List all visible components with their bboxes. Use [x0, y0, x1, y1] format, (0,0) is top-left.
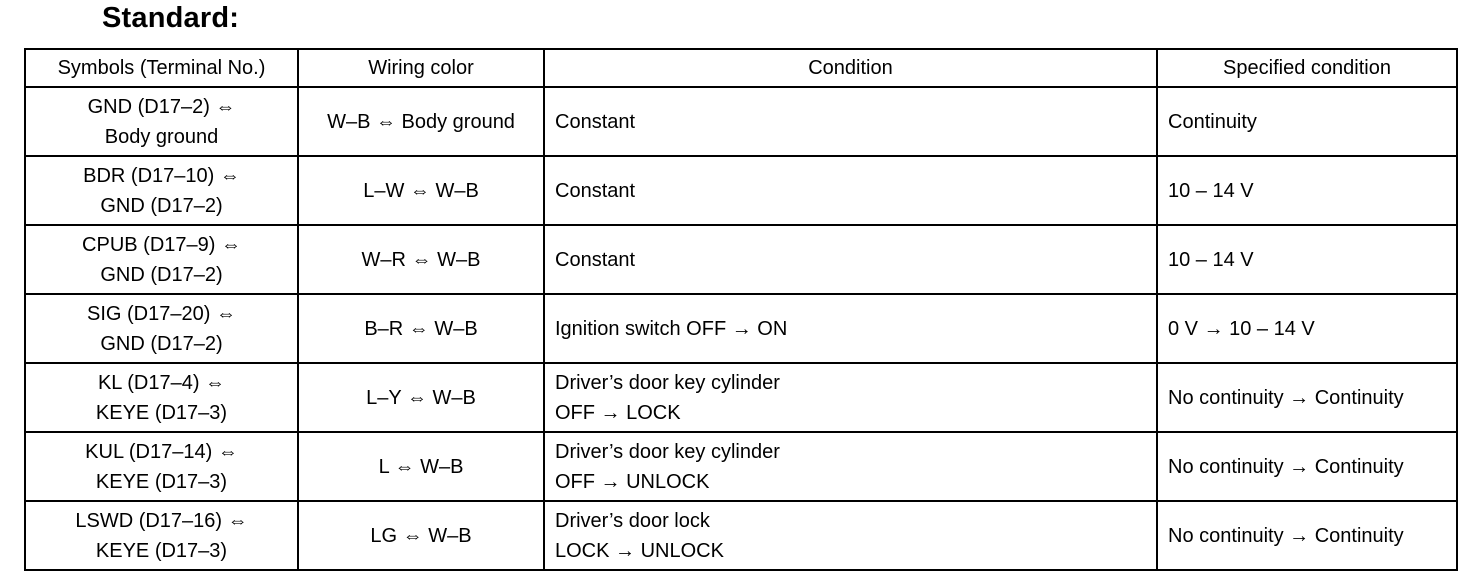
table-row — [25, 225, 1457, 294]
wiring-color-cell: L–W ⇔ W–B — [298, 156, 544, 225]
condition-cell — [544, 432, 1157, 501]
condition-line-1: Driver’s door key cylinder — [555, 440, 780, 463]
specified-condition-cell: No continuity → Continuity — [1157, 501, 1457, 570]
condition-line-1: Driver’s door lock — [555, 509, 710, 532]
symbol-cell — [25, 294, 298, 363]
symbol-line-2: KEYE (D17–3) — [95, 470, 228, 493]
symbol-line-2: KEYE (D17–3) — [95, 539, 228, 562]
header-wiring-color: Wiring color — [298, 49, 544, 87]
symbol-line-1: BDR (D17–10) ⇔ — [83, 164, 240, 187]
condition-cell — [544, 156, 1157, 225]
condition-line-1: Constant — [555, 179, 636, 202]
table-row — [25, 156, 1457, 225]
table-header-row — [25, 49, 1457, 87]
page-heading: Standard: — [102, 2, 240, 34]
condition-line-1: Constant — [555, 248, 636, 271]
condition-line-1: Driver’s door key cylinder — [555, 371, 780, 394]
table-row — [25, 432, 1457, 501]
condition-cell — [544, 363, 1157, 432]
condition-line-2: LOCK → UNLOCK — [555, 539, 724, 562]
symbol-cell — [25, 156, 298, 225]
symbol-cell — [25, 432, 298, 501]
condition-cell — [544, 294, 1157, 363]
condition-line-1: Constant — [555, 110, 636, 133]
symbol-line-2: Body ground — [104, 125, 219, 148]
specified-condition-cell: No continuity → Continuity — [1157, 363, 1457, 432]
condition-cell — [544, 225, 1157, 294]
symbol-line-1: SIG (D17–20) ⇔ — [87, 302, 236, 325]
symbol-line-1: GND (D17–2) ⇔ — [87, 95, 236, 118]
condition-line-2: OFF → LOCK — [555, 401, 681, 424]
symbol-cell — [25, 501, 298, 570]
wiring-color-cell: W–B ⇔ Body ground — [298, 87, 544, 156]
symbol-cell — [25, 363, 298, 432]
table-row — [25, 501, 1457, 570]
symbol-line-1: CPUB (D17–9) ⇔ — [82, 233, 241, 256]
table-row — [25, 87, 1457, 156]
wiring-color-cell: W–R ⇔ W–B — [298, 225, 544, 294]
symbol-line-2: GND (D17–2) — [100, 332, 223, 355]
wiring-color-cell: LG ⇔ W–B — [298, 501, 544, 570]
wiring-color-cell: L–Y ⇔ W–B — [298, 363, 544, 432]
condition-cell — [544, 501, 1157, 570]
symbol-cell — [25, 87, 298, 156]
table-row — [25, 363, 1457, 432]
specified-condition-cell: 10 – 14 V — [1157, 225, 1457, 294]
symbol-line-2: GND (D17–2) — [100, 194, 223, 217]
symbol-line-1: KUL (D17–14) ⇔ — [85, 440, 238, 463]
symbol-line-2: KEYE (D17–3) — [95, 401, 228, 424]
condition-cell — [544, 87, 1157, 156]
condition-line-2: OFF → UNLOCK — [555, 470, 710, 493]
specified-condition-cell: 0 V → 10 – 14 V — [1157, 294, 1457, 363]
table-row — [25, 294, 1457, 363]
header-symbols: Symbols (Terminal No.) — [25, 49, 298, 87]
condition-line-1: Ignition switch OFF → ON — [555, 317, 788, 340]
symbol-cell — [25, 225, 298, 294]
symbol-line-1: KL (D17–4) ⇔ — [97, 371, 226, 394]
specified-condition-cell: No continuity → Continuity — [1157, 432, 1457, 501]
header-condition: Condition — [544, 49, 1157, 87]
symbol-line-1: LSWD (D17–16) ⇔ — [75, 509, 248, 532]
wiring-color-cell: L ⇔ W–B — [298, 432, 544, 501]
symbol-line-2: GND (D17–2) — [100, 263, 223, 286]
wiring-color-cell: B–R ⇔ W–B — [298, 294, 544, 363]
inspection-table — [24, 48, 1458, 571]
header-specified-condition: Specified condition — [1157, 49, 1457, 87]
specified-condition-cell: Continuity — [1157, 87, 1457, 156]
specified-condition-cell: 10 – 14 V — [1157, 156, 1457, 225]
